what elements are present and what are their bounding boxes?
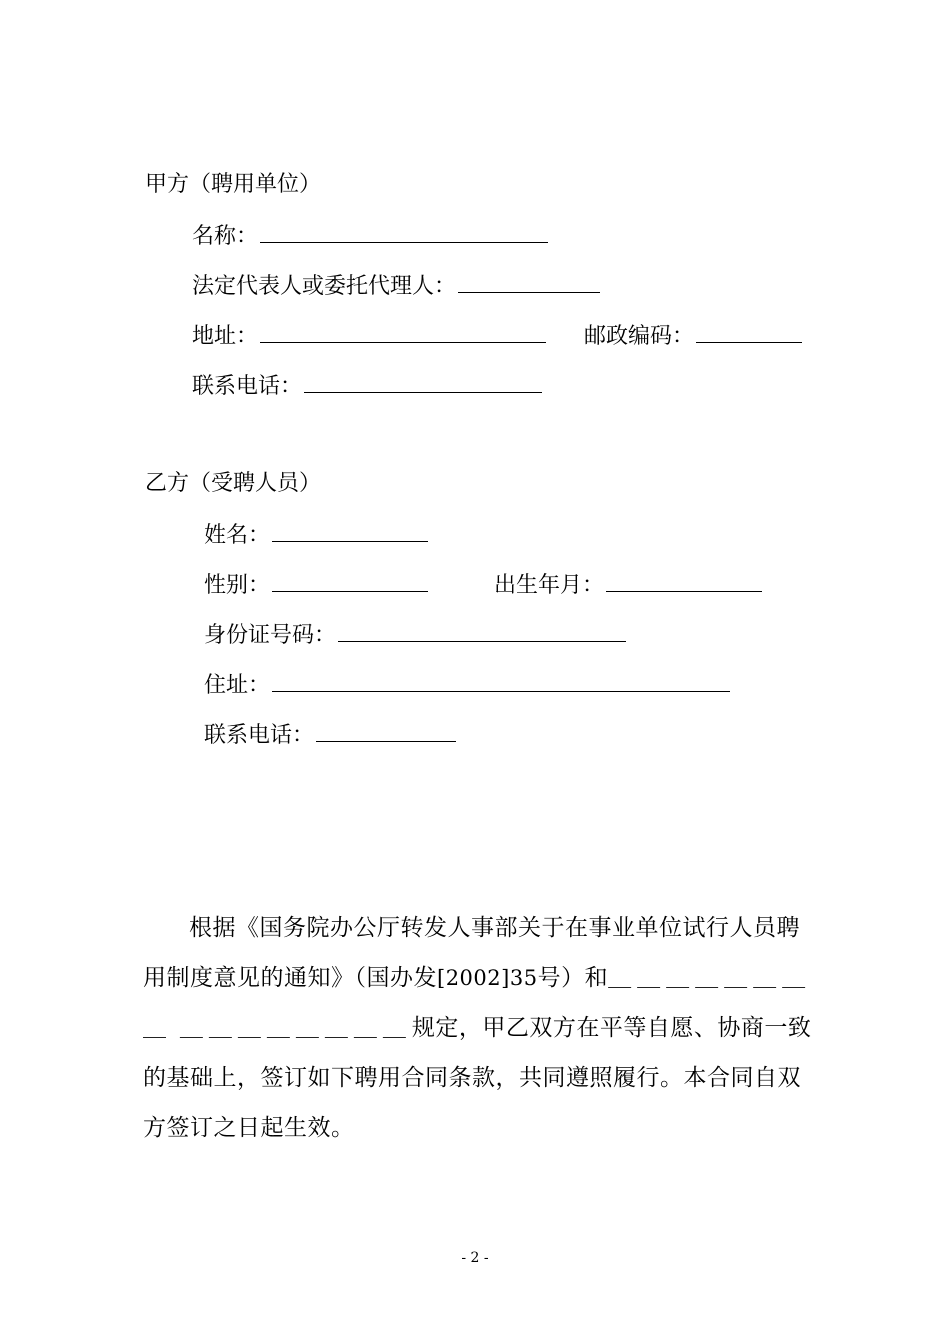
party-b-birth-row [494, 569, 762, 601]
party-b-birth-label: 出生年月： [494, 573, 605, 598]
party-b-address-label: 住址： [204, 673, 271, 698]
body-text-3: 规定，甲乙双方在平等自愿、协商一致的基础上，签订如下聘用合同条款，共同遵照履行。本合同自双方签订之日起生效。 [143, 1015, 812, 1141]
party-a-name-field[interactable] [260, 220, 548, 243]
party-b-phone-field[interactable] [316, 719, 456, 742]
party-b-heading: 乙方（受聘人员） [145, 471, 322, 496]
party-a-postcode-row [584, 320, 802, 352]
party-a-name-row [192, 220, 548, 252]
party-b-id-row [204, 619, 626, 651]
party-a-postcode-field[interactable] [696, 320, 802, 343]
party-a-rep-row [192, 270, 600, 302]
party-b-address-row [204, 669, 730, 701]
party-b-phone-label: 联系电话： [204, 723, 315, 748]
party-a-phone-label: 联系电话： [192, 374, 303, 399]
party-a-heading: 甲方（聘用单位） [145, 172, 322, 197]
party-b-name-label: 姓名： [204, 523, 271, 548]
party-a-address-row [192, 320, 546, 352]
body-text-2: 号）和 [537, 965, 609, 991]
party-b-id-label: 身份证号码： [204, 623, 337, 648]
body-paragraph [143, 903, 813, 1153]
party-a-phone-field[interactable] [304, 370, 542, 393]
party-a-name-label: 名称： [192, 224, 259, 249]
party-b-phone-row [204, 719, 456, 751]
party-b-address-field[interactable] [272, 669, 730, 692]
party-b-gender-field[interactable] [272, 569, 428, 592]
body-text-1: 根据《国务院办公厅转发人事部关于在事业单位试行人员聘用制度意见的通知》（国办发 [143, 915, 800, 991]
body-ref-number: [2002]35 [437, 966, 538, 990]
party-b-birth-field[interactable] [606, 569, 762, 592]
body-blank-2[interactable]: ＿＿＿＿＿＿＿＿ [179, 1015, 412, 1041]
party-a-address-label: 地址： [192, 324, 259, 349]
body-blank-1[interactable]: ＿＿＿＿＿＿＿＿ [143, 965, 812, 1041]
party-a-rep-field[interactable] [458, 270, 600, 293]
party-b-gender-row [204, 569, 428, 601]
page-number: - 2 - [461, 1250, 489, 1266]
party-a-postcode-label: 邮政编码： [584, 324, 695, 349]
party-b-name-field[interactable] [272, 519, 428, 542]
party-a-rep-label: 法定代表人或委托代理人： [192, 274, 457, 299]
party-b-name-row [204, 519, 428, 551]
party-a-address-field[interactable] [260, 320, 546, 343]
party-a-phone-row [192, 370, 542, 402]
party-b-id-field[interactable] [338, 619, 626, 642]
party-b-gender-label: 性别： [204, 573, 271, 598]
